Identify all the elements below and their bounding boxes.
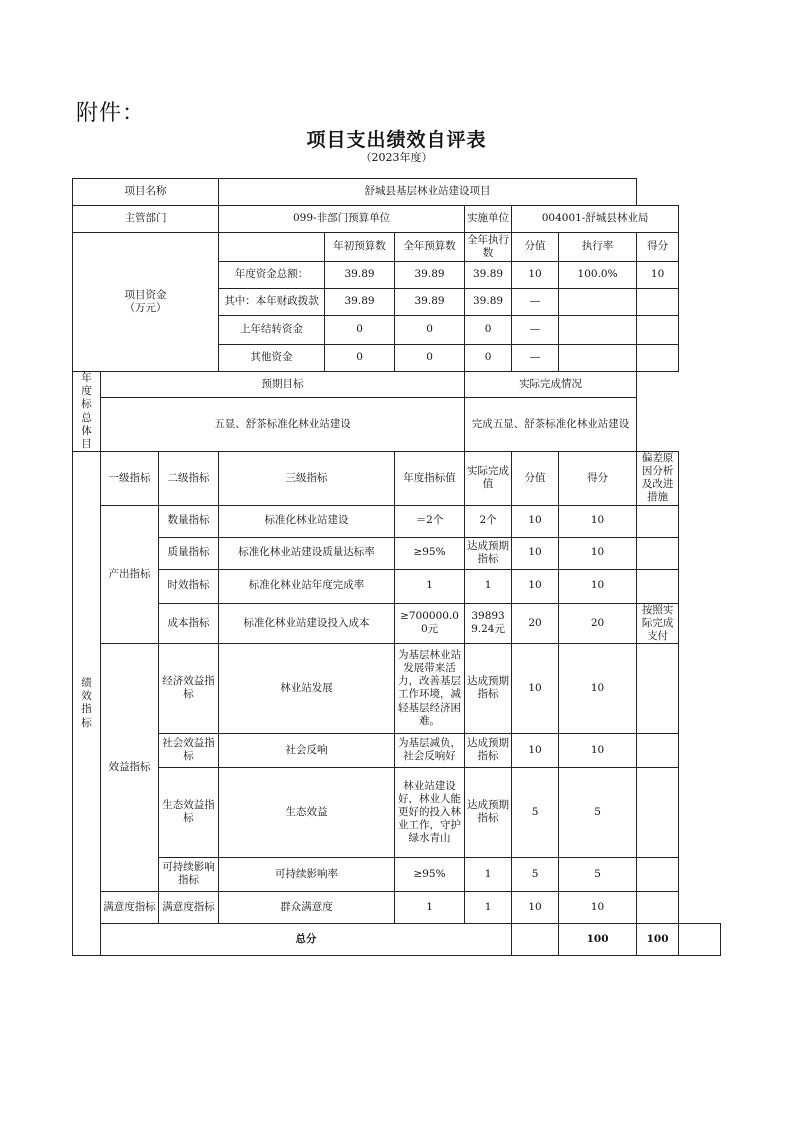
funds-header-rate: 执行率 [559,233,637,262]
funds-row-initial: 0 [325,316,395,345]
funds-row-score-value: — [512,345,559,372]
perf-l3: 林业站发展 [219,643,395,733]
perf-actual: 达成预期指标 [465,733,512,767]
perf-l3: 社会反响 [219,733,395,767]
perf-label-char: 效 [81,690,92,703]
goals-content-row [73,398,721,452]
perf-l3: 标准化林业站年度完成率 [219,569,395,603]
funds-row-annual: 39.89 [395,262,465,289]
perf-header-actual: 实际完成值 [465,452,512,506]
goals-label-char: 目 [81,437,92,450]
perf-row [73,767,721,857]
perf-header-l1: 一级指标 [101,452,159,506]
perf-actual: 1 [465,891,512,923]
project-name-row [73,179,721,206]
evaluation-table [72,178,721,956]
perf-score: 10 [559,569,637,603]
perf-value: 10 [512,537,559,569]
goals-label-char: 度 [81,385,92,398]
perf-score: 20 [559,603,637,643]
funds-label-line1: 项目资金 [124,288,167,301]
perf-value: 10 [512,643,559,733]
funds-header-annual: 全年预算数 [395,233,465,262]
perf-header-value: 分值 [512,452,559,506]
perf-score: 10 [559,891,637,923]
perf-target: 为基层林业站发展带来活力，改善基层工作环境，减轻基层经济困难。 [395,643,465,733]
page-subtitle: （2023年度） [360,151,433,164]
funds-label [73,233,219,372]
perf-l3: 标准化林业站建设投入成本 [219,603,395,643]
perf-l2: 质量指标 [159,537,219,569]
perf-value: 10 [512,891,559,923]
perf-note [637,891,679,923]
funds-row-executed: 0 [465,345,512,372]
perf-l3: 标准化林业站建设质量达标率 [219,537,395,569]
funds-row-annual: 0 [395,345,465,372]
funds-row-initial: 39.89 [325,289,395,316]
funds-row-initial: 39.89 [325,262,395,289]
goals-label-char: 年 [81,372,92,385]
funds-header-score: 得分 [637,233,679,262]
perf-l2: 数量指标 [159,505,219,537]
goals-expected-header: 预期目标 [101,372,465,398]
impl-value: 004001-舒城县林业局 [512,206,679,233]
goals-header-row [73,372,721,398]
perf-target: ＝2个 [395,505,465,537]
perf-row [73,733,721,767]
perf-actual: 达成预期指标 [465,643,512,733]
goals-actual-header: 实际完成情况 [465,372,637,398]
perf-target: 1 [395,569,465,603]
total-label: 总分 [101,923,512,955]
impl-label: 实施单位 [465,206,512,233]
funds-header-initial: 年初预算数 [325,233,395,262]
perf-l2: 生态效益指标 [159,767,219,857]
funds-row-score-value: — [512,316,559,345]
perf-target: ≥95% [395,537,465,569]
perf-score: 10 [559,537,637,569]
attachment-label: 附件： [76,101,146,126]
funds-row-score-value: 10 [512,262,559,289]
perf-row [73,857,721,891]
perf-target: 为基层减负，社会反响好 [395,733,465,767]
perf-actual: 2个 [465,505,512,537]
perf-target: ≥95% [395,857,465,891]
perf-row [73,891,721,923]
perf-value: 5 [512,767,559,857]
funds-row-rate [559,289,637,316]
perf-header-score: 得分 [559,452,637,506]
perf-note [637,569,679,603]
perf-actual: 达成预期指标 [465,537,512,569]
perf-row [73,569,721,603]
perf-header-l3: 三级指标 [219,452,395,506]
funds-header-row [73,233,721,262]
dept-label: 主管部门 [73,206,219,233]
goals-label-char: 标 [81,398,92,411]
perf-l2: 满意度指标 [159,891,219,923]
funds-row-score [637,345,679,372]
perf-note [637,505,679,537]
perf-label-char: 标 [81,716,92,729]
project-name-value: 舒城县基层林业站建设项目 [219,179,637,206]
perf-value: 5 [512,857,559,891]
goals-label-char: 总 [81,411,92,424]
perf-l2: 可持续影响指标 [159,857,219,891]
funds-row-score-value: — [512,289,559,316]
perf-row [73,505,721,537]
department-row [73,206,721,233]
perf-score: 10 [559,643,637,733]
perf-score: 10 [559,733,637,767]
total-note [679,923,721,955]
project-name-label: 项目名称 [73,179,219,206]
funds-header-score-value: 分值 [512,233,559,262]
perf-l3: 群众满意度 [219,891,395,923]
total-blank [512,923,559,955]
perf-header-note: 偏差原因分析及改进措施 [637,452,679,506]
funds-row-annual: 0 [395,316,465,345]
perf-note [637,857,679,891]
perf-target: 1 [395,891,465,923]
goals-label [73,372,101,452]
funds-row-executed: 39.89 [465,289,512,316]
perf-actual: 1 [465,569,512,603]
perf-l3: 生态效益 [219,767,395,857]
funds-row-rate [559,316,637,345]
total-row [73,923,721,955]
funds-row-score [637,316,679,345]
funds-row-score: 10 [637,262,679,289]
perf-value: 10 [512,569,559,603]
perf-l2: 经济效益指标 [159,643,219,733]
funds-row-label: 其中：本年财政拨款 [219,289,325,316]
funds-row-rate: 100.0% [559,262,637,289]
perf-score: 10 [559,505,637,537]
perf-value: 10 [512,733,559,767]
perf-l2: 社会效益指标 [159,733,219,767]
funds-header-blank [219,233,325,262]
perf-actual: 达成预期指标 [465,767,512,857]
funds-row-initial: 0 [325,345,395,372]
perf-actual: 1 [465,857,512,891]
perf-label [73,452,101,956]
perf-note: 按照实际完成支付 [637,603,679,643]
perf-header-l2: 二级指标 [159,452,219,506]
perf-note [637,733,679,767]
perf-row [73,603,721,643]
perf-note [637,767,679,857]
output-label: 产出指标 [101,505,159,643]
funds-row-executed: 39.89 [465,262,512,289]
perf-label-char: 绩 [81,677,92,690]
perf-l2: 成本指标 [159,603,219,643]
funds-label-line2: （万元） [124,302,167,314]
goals-label-char: 体 [81,424,92,437]
perf-score: 5 [559,767,637,857]
benefit-label: 效益指标 [101,643,159,891]
perf-row [73,537,721,569]
funds-row-rate [559,345,637,372]
funds-row-score [637,289,679,316]
perf-target: ≥700000.00元 [395,603,465,643]
perf-target: 林业站建设好，林业人能更好的投入林业工作，守护绿水青山 [395,767,465,857]
perf-l2: 时效指标 [159,569,219,603]
funds-header-executed: 全年执行数 [465,233,512,262]
perf-note [637,537,679,569]
page-title: 项目支出绩效自评表 [306,129,487,151]
perf-note [637,643,679,733]
perf-score: 5 [559,857,637,891]
perf-header-row [73,452,721,506]
satisfaction-label: 满意度指标 [101,891,159,923]
perf-actual: 398939.24元 [465,603,512,643]
funds-row-annual: 39.89 [395,289,465,316]
perf-header-target: 年度指标值 [395,452,465,506]
funds-row-label: 上年结转资金 [219,316,325,345]
perf-row [73,643,721,733]
total-score: 100 [637,923,679,955]
perf-l3: 可持续影响率 [219,857,395,891]
perf-value: 10 [512,505,559,537]
funds-row-label: 其他资金 [219,345,325,372]
funds-row-label: 年度资金总额： [219,262,325,289]
goals-actual: 完成五显、舒茶标准化林业站建设 [465,398,637,452]
total-value: 100 [559,923,637,955]
funds-row-executed: 0 [465,316,512,345]
dept-value: 099-非部门预算单位 [219,206,465,233]
goals-expected: 五显、舒茶标准化林业站建设 [101,398,465,452]
perf-l3: 标准化林业站建设 [219,505,395,537]
perf-label-char: 指 [81,703,92,716]
perf-value: 20 [512,603,559,643]
